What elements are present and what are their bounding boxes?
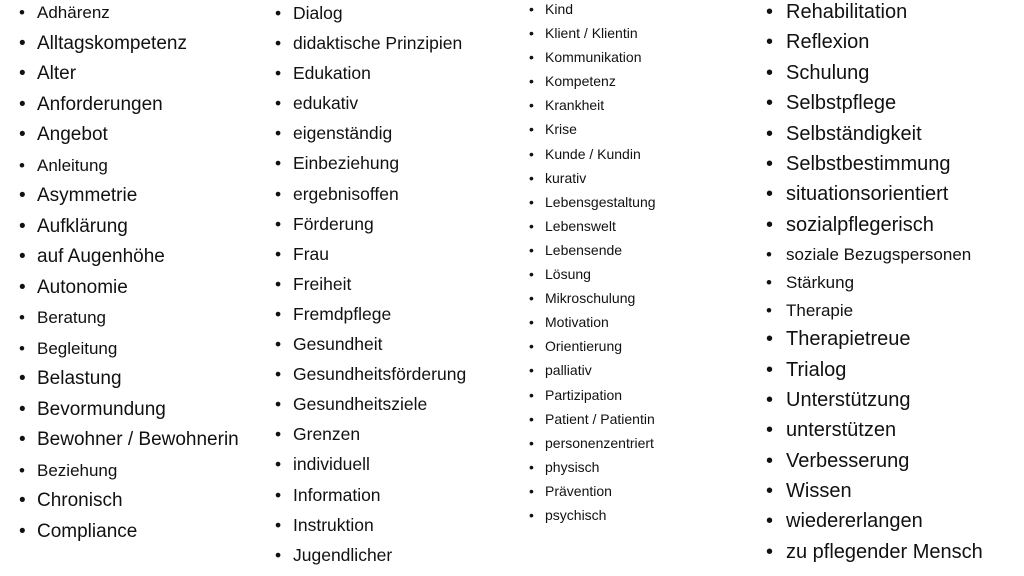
list-item: • kurativ	[545, 169, 656, 193]
list-item: • sozialpflegerisch	[786, 213, 983, 243]
list-item: • Selbstbestimmung	[786, 152, 983, 182]
list-item: • unterstützen	[786, 418, 983, 448]
list-item: • Beziehung	[37, 459, 239, 490]
list-item: • zu pflegender Mensch	[786, 540, 983, 570]
list-item: • Wissen	[786, 479, 983, 509]
list-item: • eigenständig	[293, 121, 466, 151]
list-item: • didaktische Prinzipien	[293, 31, 466, 61]
list-item: • Patient / Patientin	[545, 410, 656, 434]
term-list-column-4	[786, 0, 983, 570]
list-item: • Lebenswelt	[545, 217, 656, 241]
list-item: • Krise	[545, 120, 656, 144]
list-item: • Therapietreue	[786, 327, 983, 357]
list-item: • edukativ	[293, 91, 466, 121]
term-list-column-1	[37, 1, 239, 550]
list-item: • Instruktion	[293, 513, 466, 543]
list-item: • Reflexion	[786, 30, 983, 60]
list-item: • Krankheit	[545, 96, 656, 120]
list-item: • Kompetenz	[545, 72, 656, 96]
list-item: • Schulung	[786, 61, 983, 91]
list-item: • soziale Bezugspersonen	[786, 243, 983, 271]
list-item: • Asymmetrie	[37, 184, 239, 215]
list-item: • Kunde / Kundin	[545, 145, 656, 169]
term-list-column-3	[545, 0, 656, 530]
list-item: • Partizipation	[545, 386, 656, 410]
list-item: • Lösung	[545, 265, 656, 289]
list-item: • Lebensgestaltung	[545, 193, 656, 217]
list-item: • Prävention	[545, 482, 656, 506]
list-item: • Trialog	[786, 358, 983, 388]
list-item: • Kommunikation	[545, 48, 656, 72]
list-item: • Klient / Klientin	[545, 24, 656, 48]
list-item: • ergebnisoffen	[293, 182, 466, 212]
list-item: • Dialog	[293, 1, 466, 31]
list-item: • Information	[293, 483, 466, 513]
list-item: • Anforderungen	[37, 93, 239, 124]
list-item: • Lebensende	[545, 241, 656, 265]
list-item: • physisch	[545, 458, 656, 482]
list-item: • Frau	[293, 242, 466, 272]
list-item: • Grenzen	[293, 422, 466, 452]
list-item: • auf Augenhöhe	[37, 245, 239, 276]
list-item: • palliativ	[545, 361, 656, 385]
list-item: • Aufklärung	[37, 215, 239, 246]
list-item: • Compliance	[37, 520, 239, 551]
list-item: • Bevormundung	[37, 398, 239, 429]
list-item: • Fremdpflege	[293, 302, 466, 332]
list-item: • Alltagskompetenz	[37, 32, 239, 63]
list-item: • Selbstpflege	[786, 91, 983, 121]
list-item: • psychisch	[545, 506, 656, 530]
list-item: • Alter	[37, 62, 239, 93]
list-item: • situationsorientiert	[786, 182, 983, 212]
list-item: • Adhärenz	[37, 1, 239, 32]
list-item: • Motivation	[545, 313, 656, 337]
list-item: • Bewohner / Bewohnerin	[37, 428, 239, 459]
list-item: • Gesundheitsziele	[293, 392, 466, 422]
list-item: • Rehabilitation	[786, 0, 983, 30]
list-item: • Chronisch	[37, 489, 239, 520]
list-item: • Unterstützung	[786, 388, 983, 418]
list-item: • Verbesserung	[786, 449, 983, 479]
list-item: • Therapie	[786, 299, 983, 327]
term-list-column-2	[293, 1, 466, 573]
list-item: • Förderung	[293, 212, 466, 242]
list-item: • personenzentriert	[545, 434, 656, 458]
list-item: • Autonomie	[37, 276, 239, 307]
list-item: • Kind	[545, 0, 656, 24]
list-item: • Stärkung	[786, 271, 983, 299]
list-item: • Beratung	[37, 306, 239, 337]
list-item: • Gesundheitsförderung	[293, 362, 466, 392]
list-item: • Begleitung	[37, 337, 239, 368]
list-item: • Orientierung	[545, 337, 656, 361]
list-item: • Einbeziehung	[293, 151, 466, 181]
list-item: • Anleitung	[37, 154, 239, 185]
list-item: • Selbständigkeit	[786, 122, 983, 152]
list-item: • Jugendlicher	[293, 543, 466, 573]
list-item: • wiedererlangen	[786, 509, 983, 539]
list-item: • individuell	[293, 452, 466, 482]
list-item: • Angebot	[37, 123, 239, 154]
list-item: • Gesundheit	[293, 332, 466, 362]
list-item: • Edukation	[293, 61, 466, 91]
list-item: • Belastung	[37, 367, 239, 398]
list-item: • Mikroschulung	[545, 289, 656, 313]
list-item: • Freiheit	[293, 272, 466, 302]
